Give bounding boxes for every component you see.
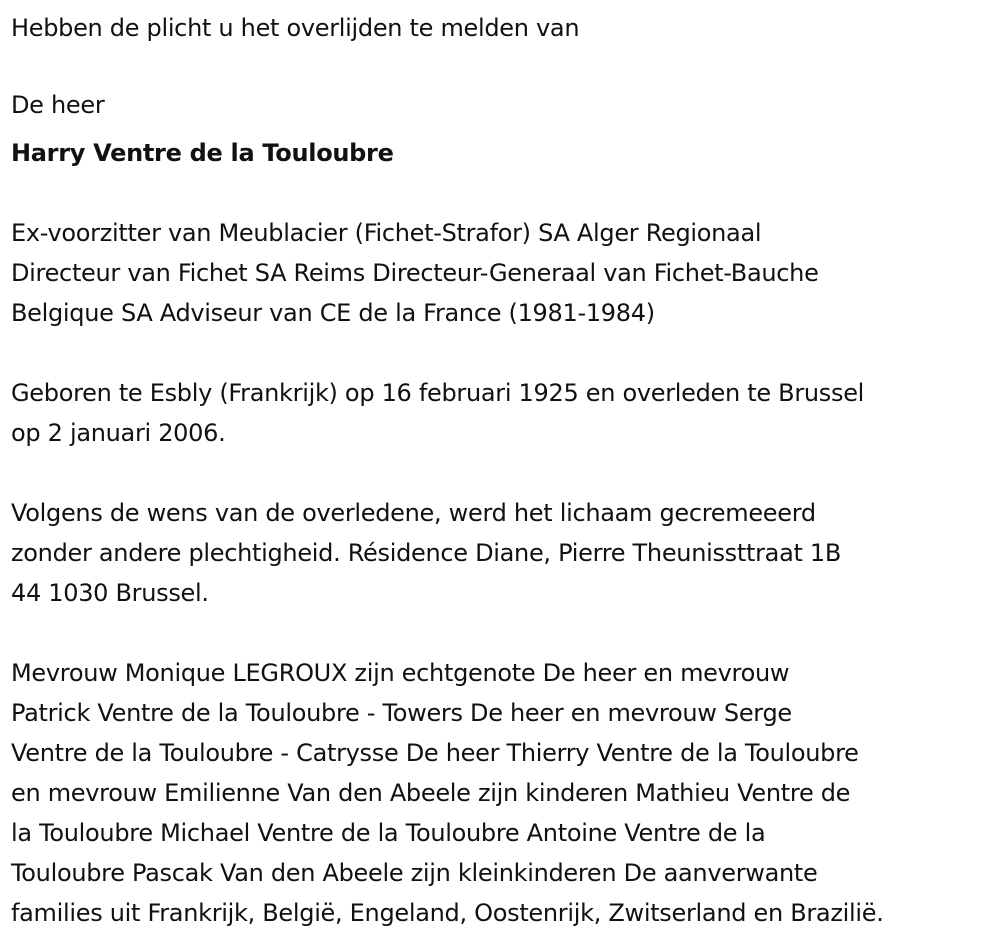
birth-death-paragraph <box>11 373 986 453</box>
text-line: Belgique SA Adviseur van CE de la France (1981-1984) <box>11 299 655 327</box>
text-line: 44 1030 Brussel. <box>11 579 209 607</box>
text-line: Ex-voorzitter van Meublacier (Fichet-Strafor) SA Alger Regionaal <box>11 219 762 247</box>
text-line: Directeur van Fichet SA Reims Directeur-Generaal van Fichet-Bauche <box>11 259 819 287</box>
intro-text: Hebben de plicht u het overlijden te melden van <box>11 14 580 42</box>
text-line: la Touloubre Michael Ventre de la Touloubre Antoine Ventre de la <box>11 819 766 847</box>
deceased-name: Harry Ventre de la Touloubre <box>11 139 394 167</box>
text-line: families uit Frankrijk, België, Engeland, Oostenrijk, Zwitserland en Brazilië. <box>11 899 884 927</box>
salutation: De heer <box>11 91 105 119</box>
death-notice <box>11 8 996 933</box>
text-line: Touloubre Pascak Van den Abeele zijn kleinkinderen De aanverwante <box>11 859 818 887</box>
text-line: zonder andere plechtigheid. Résidence Diane, Pierre Theunissttraat 1B <box>11 539 842 567</box>
text-line: Volgens de wens van de overledene, werd het lichaam gecremeeerd <box>11 499 816 527</box>
text-line: Patrick Ventre de la Touloubre - Towers De heer en mevrouw Serge <box>11 699 792 727</box>
text-line: Ventre de la Touloubre - Catrysse De heer Thierry Ventre de la Touloubre <box>11 739 859 767</box>
family-paragraph <box>11 653 986 933</box>
text-line: en mevrouw Emilienne Van den Abeele zijn kinderen Mathieu Ventre de <box>11 779 851 807</box>
funeral-paragraph <box>11 493 986 613</box>
text-line: Geboren te Esbly (Frankrijk) op 16 februari 1925 en overleden te Brussel <box>11 379 865 407</box>
career-paragraph <box>11 213 986 333</box>
text-line: Mevrouw Monique LEGROUX zijn echtgenote De heer en mevrouw <box>11 659 790 687</box>
text-line: op 2 januari 2006. <box>11 419 226 447</box>
